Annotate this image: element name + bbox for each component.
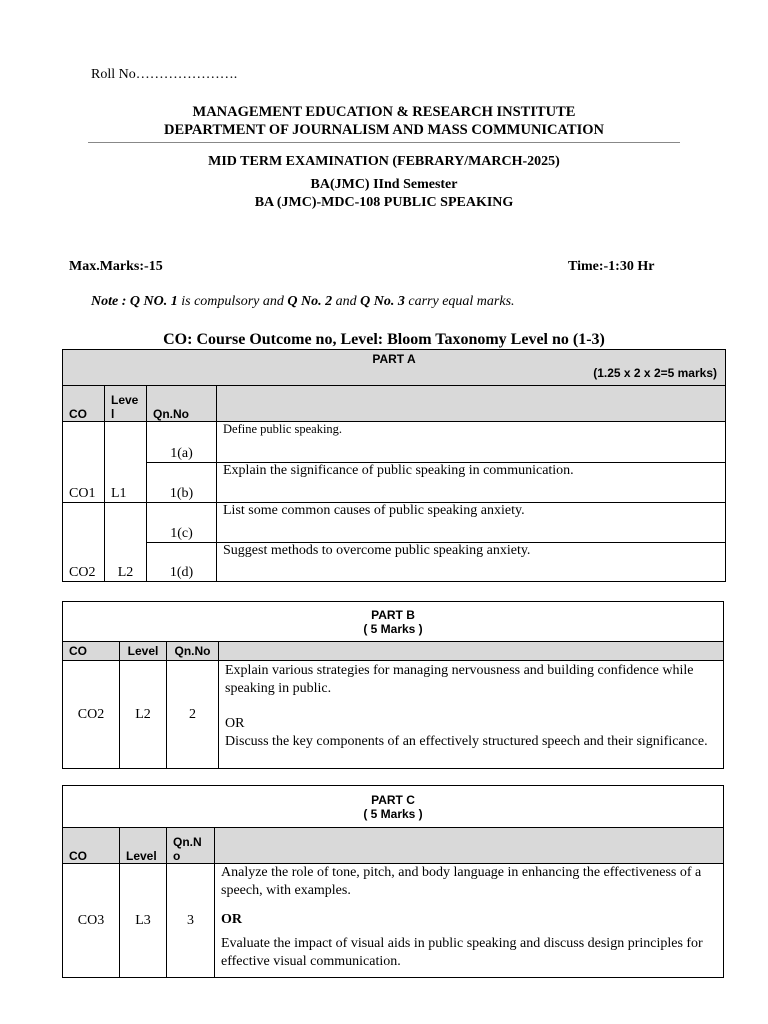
question-text: List some common causes of public speaking anxiety. bbox=[217, 503, 726, 543]
question-cell bbox=[215, 864, 724, 978]
co-cell: CO1 bbox=[63, 463, 105, 503]
header-divider bbox=[88, 142, 680, 143]
co-cell: CO2 bbox=[63, 543, 105, 582]
institute-name: MANAGEMENT EDUCATION & RESEARCH INSTITUTE bbox=[192, 104, 576, 120]
part-b-title: PART B bbox=[371, 607, 415, 622]
part-b-table bbox=[62, 601, 724, 769]
time-allowed: Time:-1:30 Hr bbox=[568, 259, 655, 274]
question-text: Define public speaking. bbox=[217, 422, 726, 463]
level-cell bbox=[105, 503, 147, 543]
part-c-header bbox=[63, 786, 724, 828]
col-header-question bbox=[215, 828, 724, 864]
col-header-co: CO bbox=[63, 642, 120, 661]
col-header-question bbox=[219, 642, 724, 661]
col-header-level: Level bbox=[120, 828, 167, 864]
col-header-co: CO bbox=[63, 386, 105, 422]
level-cell: L3 bbox=[120, 864, 167, 978]
col-header-co: CO bbox=[63, 828, 120, 864]
part-a-header bbox=[63, 350, 726, 386]
department-name: DEPARTMENT OF JOURNALISM AND MASS COMMUNICATION bbox=[163, 122, 604, 138]
co-cell: CO3 bbox=[63, 864, 120, 978]
question-cell bbox=[219, 661, 724, 769]
or-separator: OR bbox=[221, 912, 242, 927]
part-a-table bbox=[62, 349, 726, 582]
question-option-2: Discuss the key components of an effectively structured speech and their significance. bbox=[225, 734, 708, 749]
qno-cell: 1(a) bbox=[147, 422, 217, 463]
course-title: BA (JMC)-MDC-108 PUBLIC SPEAKING bbox=[254, 195, 514, 210]
co-cell bbox=[63, 422, 105, 463]
part-b-header bbox=[63, 602, 724, 642]
co-legend: CO: Course Outcome no, Level: Bloom Taxonomy Level no (1-3) bbox=[163, 331, 605, 348]
part-c-marks: ( 5 Marks ) bbox=[363, 806, 423, 821]
part-b-marks: ( 5 Marks ) bbox=[363, 621, 423, 636]
semester: BA(JMC) IInd Semester bbox=[310, 177, 458, 192]
col-header-level: Level bbox=[120, 642, 167, 661]
co-cell: CO2 bbox=[63, 661, 120, 769]
level-cell: L2 bbox=[120, 661, 167, 769]
exam-title: MID TERM EXAMINATION (FEBRARY/MARCH-2025) bbox=[208, 154, 560, 169]
col-header-qno: Qn.No bbox=[167, 642, 219, 661]
co-cell bbox=[63, 503, 105, 543]
question-text: Explain the significance of public speaking in communication. bbox=[217, 463, 726, 503]
part-c-table bbox=[62, 785, 724, 978]
instructions-note: Note : Q NO. 1 is compulsory and Q No. 2 and Q No. 3 carry equal marks. bbox=[91, 294, 515, 309]
or-separator: OR bbox=[225, 716, 245, 731]
roll-number: Roll No…………………. bbox=[91, 67, 238, 82]
qno-cell: 2 bbox=[167, 661, 219, 769]
question-text: Suggest methods to overcome public speaking anxiety. bbox=[217, 543, 726, 582]
qno-cell: 3 bbox=[167, 864, 215, 978]
level-cell: L1 bbox=[105, 463, 147, 503]
qno-cell: 1(b) bbox=[147, 463, 217, 503]
part-a-marks: (1.25 x 2 x 2=5 marks) bbox=[593, 366, 717, 380]
col-header-qno: Qn.No bbox=[147, 386, 217, 422]
part-c-title: PART C bbox=[371, 792, 415, 807]
qno-cell: 1(d) bbox=[147, 543, 217, 582]
level-cell: L2 bbox=[105, 543, 147, 582]
part-a-title: PART A bbox=[372, 352, 416, 366]
level-cell bbox=[105, 422, 147, 463]
max-marks: Max.Marks:-15 bbox=[69, 259, 163, 274]
qno-cell: 1(c) bbox=[147, 503, 217, 543]
col-header-question bbox=[217, 386, 726, 422]
col-header-qno: Qn.N o bbox=[167, 828, 215, 864]
question-option-1: Explain various strategies for managing nervousness and building confidence while speaking in public. bbox=[225, 663, 694, 696]
question-option-2: Evaluate the impact of visual aids in public speaking and discuss design principles for effective visual communication. bbox=[221, 936, 703, 969]
col-header-level: Leve l bbox=[105, 386, 147, 422]
question-option-1: Analyze the role of tone, pitch, and body language in enhancing the effectiveness of a speech, with examples. bbox=[221, 865, 702, 898]
